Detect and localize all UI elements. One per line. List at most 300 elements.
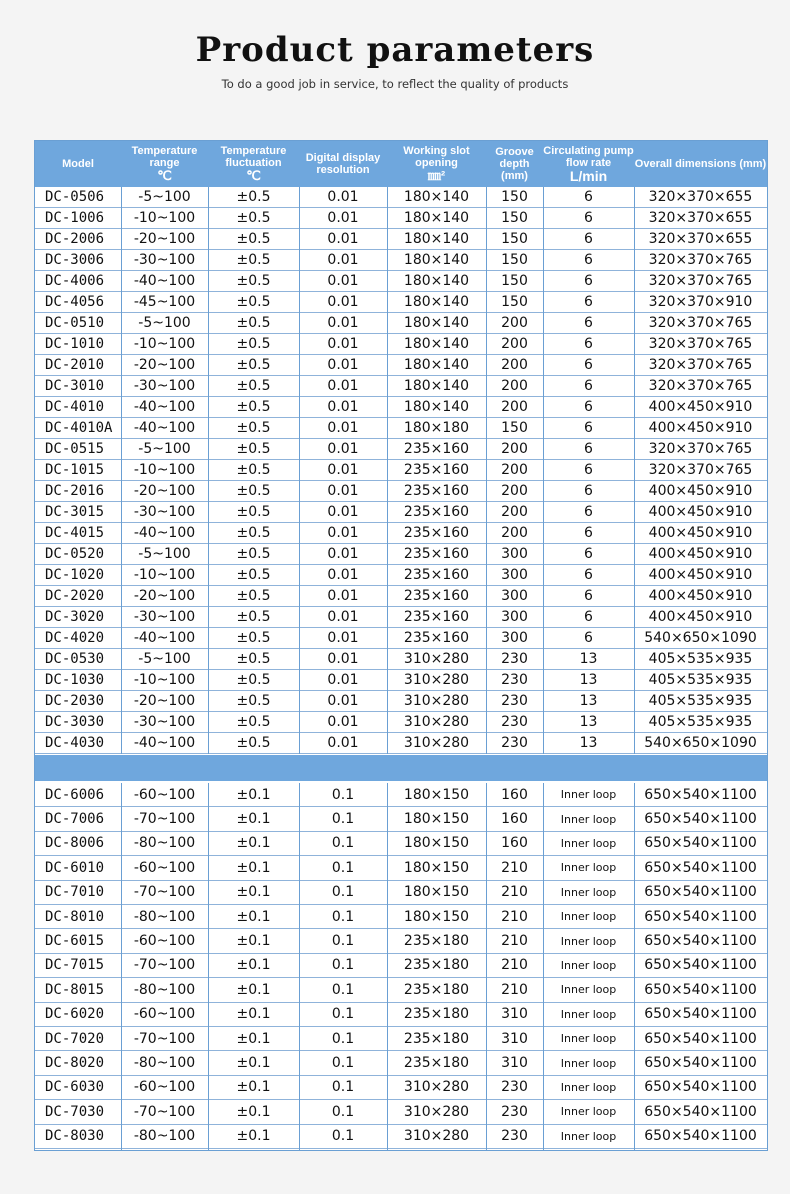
header-temp-range bbox=[121, 141, 208, 187]
cell-temp-fluctuation: ±0.1 bbox=[236, 859, 271, 876]
header-label: Temperature range bbox=[131, 145, 198, 169]
cell-slot-opening: 310×280 bbox=[403, 651, 470, 667]
cell-overall-dimensions: 650×540×1100 bbox=[644, 1079, 757, 1096]
cell-display-resolution: 0.01 bbox=[327, 336, 359, 352]
cell-display-resolution: 0.1 bbox=[331, 908, 355, 925]
cell-pump-flow: 6 bbox=[584, 525, 593, 541]
cell-temp-range: -30~100 bbox=[133, 378, 196, 394]
cell-pump-flow: 13 bbox=[579, 714, 598, 730]
cell-temp-fluctuation: ±0.5 bbox=[236, 504, 271, 520]
cell-temp-fluctuation: ±0.1 bbox=[236, 786, 271, 803]
cell-temp-fluctuation: ±0.5 bbox=[236, 210, 271, 226]
cell-slot-opening: 235×160 bbox=[403, 462, 470, 478]
cell-model: DC-0506 bbox=[45, 189, 105, 205]
cell-temp-range: -60~100 bbox=[133, 859, 196, 876]
cell-overall-dimensions: 650×540×1100 bbox=[644, 981, 757, 998]
cell-display-resolution: 0.01 bbox=[327, 252, 359, 268]
cell-temp-fluctuation: ±0.5 bbox=[236, 378, 271, 394]
cell-pump-flow: Inner loop bbox=[560, 1056, 617, 1070]
cell-temp-range: -30~100 bbox=[133, 252, 196, 268]
table-row bbox=[35, 929, 767, 953]
column-divider bbox=[299, 783, 300, 1150]
cell-model: DC-3015 bbox=[45, 504, 105, 520]
cell-temp-fluctuation: ±0.5 bbox=[236, 630, 271, 646]
cell-overall-dimensions: 320×370×765 bbox=[648, 462, 753, 478]
cell-model: DC-8020 bbox=[45, 1055, 105, 1072]
cell-overall-dimensions: 320×370×765 bbox=[648, 441, 753, 457]
cell-overall-dimensions: 400×450×910 bbox=[648, 525, 753, 541]
cell-slot-opening: 310×280 bbox=[403, 693, 470, 709]
cell-model: DC-3030 bbox=[45, 714, 105, 730]
cell-overall-dimensions: 320×370×655 bbox=[648, 189, 753, 205]
cell-temp-fluctuation: ±0.1 bbox=[236, 1055, 271, 1072]
header-label: Groove depth (mm) bbox=[495, 146, 534, 182]
cell-overall-dimensions: 650×540×1100 bbox=[644, 811, 757, 828]
header-model bbox=[35, 141, 121, 187]
table-row bbox=[35, 271, 767, 292]
cell-slot-opening: 180×150 bbox=[403, 908, 470, 925]
cell-temp-fluctuation: ±0.5 bbox=[236, 588, 271, 604]
cell-overall-dimensions: 650×540×1100 bbox=[644, 835, 757, 852]
table-row bbox=[35, 670, 767, 691]
cell-temp-range: -70~100 bbox=[133, 1103, 196, 1120]
table-row bbox=[35, 1027, 767, 1051]
cell-display-resolution: 0.01 bbox=[327, 546, 359, 562]
table-row bbox=[35, 565, 767, 586]
cell-model: DC-8006 bbox=[45, 835, 105, 852]
cell-groove-depth: 210 bbox=[501, 957, 528, 974]
cell-pump-flow: 6 bbox=[584, 567, 593, 583]
cell-temp-fluctuation: ±0.5 bbox=[236, 273, 271, 289]
cell-pump-flow: 6 bbox=[584, 441, 593, 457]
cell-pump-flow: 13 bbox=[579, 693, 598, 709]
cell-groove-depth: 300 bbox=[501, 546, 528, 562]
cell-model: DC-7030 bbox=[45, 1103, 105, 1120]
cell-temp-fluctuation: ±0.5 bbox=[236, 525, 271, 541]
cell-overall-dimensions: 650×540×1100 bbox=[644, 933, 757, 950]
table-row bbox=[35, 1003, 767, 1027]
cell-model: DC-8010 bbox=[45, 908, 105, 925]
table-row bbox=[35, 376, 767, 397]
cell-model: DC-1020 bbox=[45, 567, 105, 583]
cell-groove-depth: 200 bbox=[501, 336, 528, 352]
table-row bbox=[35, 313, 767, 334]
cell-display-resolution: 0.1 bbox=[331, 1055, 355, 1072]
table-row bbox=[35, 334, 767, 355]
cell-pump-flow: Inner loop bbox=[560, 788, 617, 802]
cell-groove-depth: 200 bbox=[501, 483, 528, 499]
cell-overall-dimensions: 320×370×765 bbox=[648, 252, 753, 268]
cell-temp-range: -40~100 bbox=[133, 525, 196, 541]
cell-temp-range: -60~100 bbox=[133, 786, 196, 803]
cell-slot-opening: 310×280 bbox=[403, 1079, 470, 1096]
cell-slot-opening: 235×160 bbox=[403, 588, 470, 604]
cell-temp-range: -60~100 bbox=[133, 1079, 196, 1096]
cell-pump-flow: Inner loop bbox=[560, 861, 617, 875]
header-label: Model bbox=[62, 158, 94, 170]
header-unit: L/min bbox=[569, 168, 608, 184]
header-display-resolution bbox=[299, 141, 387, 187]
table-row bbox=[35, 1076, 767, 1100]
cell-model: DC-7006 bbox=[45, 811, 105, 828]
cell-overall-dimensions: 650×540×1100 bbox=[644, 859, 757, 876]
cell-pump-flow: Inner loop bbox=[560, 1080, 617, 1094]
cell-overall-dimensions: 320×370×765 bbox=[648, 336, 753, 352]
cell-model: DC-3006 bbox=[45, 252, 105, 268]
cell-model: DC-8030 bbox=[45, 1128, 105, 1145]
cell-slot-opening: 310×280 bbox=[403, 672, 470, 688]
cell-overall-dimensions: 400×450×910 bbox=[648, 546, 753, 562]
cell-slot-opening: 180×140 bbox=[403, 336, 470, 352]
cell-temp-range: -20~100 bbox=[133, 588, 196, 604]
cell-slot-opening: 235×160 bbox=[403, 546, 470, 562]
cell-pump-flow: 6 bbox=[584, 483, 593, 499]
cell-slot-opening: 180×150 bbox=[403, 835, 470, 852]
table-header bbox=[35, 141, 767, 187]
cell-groove-depth: 150 bbox=[501, 252, 528, 268]
cell-slot-opening: 180×140 bbox=[403, 189, 470, 205]
cell-temp-fluctuation: ±0.1 bbox=[236, 1006, 271, 1023]
cell-temp-range: -10~100 bbox=[133, 567, 196, 583]
cell-temp-range: -10~100 bbox=[133, 336, 196, 352]
header-label: Circulating pump flow rate bbox=[543, 145, 634, 169]
cell-temp-range: -30~100 bbox=[133, 504, 196, 520]
cell-overall-dimensions: 400×450×910 bbox=[648, 567, 753, 583]
header-groove-depth bbox=[486, 141, 543, 187]
cell-pump-flow: 6 bbox=[584, 399, 593, 415]
cell-temp-fluctuation: ±0.1 bbox=[236, 1079, 271, 1096]
cell-display-resolution: 0.1 bbox=[331, 1128, 355, 1145]
cell-temp-fluctuation: ±0.5 bbox=[236, 462, 271, 478]
table-row bbox=[35, 881, 767, 905]
table-row bbox=[35, 544, 767, 565]
column-divider bbox=[486, 187, 487, 754]
cell-slot-opening: 180×140 bbox=[403, 252, 470, 268]
cell-pump-flow: 6 bbox=[584, 630, 593, 646]
cell-slot-opening: 180×150 bbox=[403, 786, 470, 803]
cell-pump-flow: 13 bbox=[579, 651, 598, 667]
cell-groove-depth: 210 bbox=[501, 859, 528, 876]
cell-model: DC-2016 bbox=[45, 483, 105, 499]
cell-temp-fluctuation: ±0.5 bbox=[236, 420, 271, 436]
cell-groove-depth: 300 bbox=[501, 588, 528, 604]
cell-pump-flow: 6 bbox=[584, 588, 593, 604]
cell-slot-opening: 235×180 bbox=[403, 1006, 470, 1023]
column-divider bbox=[543, 783, 544, 1150]
table-row bbox=[35, 649, 767, 670]
cell-groove-depth: 160 bbox=[501, 835, 528, 852]
table-row bbox=[35, 418, 767, 439]
cell-temp-range: -5~100 bbox=[138, 546, 191, 562]
cell-slot-opening: 235×160 bbox=[403, 630, 470, 646]
cell-slot-opening: 180×180 bbox=[403, 420, 470, 436]
cell-model: DC-4020 bbox=[45, 630, 105, 646]
cell-temp-range: -45~100 bbox=[133, 294, 196, 310]
cell-display-resolution: 0.01 bbox=[327, 399, 359, 415]
cell-model: DC-1030 bbox=[45, 672, 105, 688]
cell-temp-range: -20~100 bbox=[133, 483, 196, 499]
cell-groove-depth: 200 bbox=[501, 504, 528, 520]
cell-temp-range: -30~100 bbox=[133, 609, 196, 625]
cell-slot-opening: 235×180 bbox=[403, 933, 470, 950]
cell-overall-dimensions: 320×370×765 bbox=[648, 315, 753, 331]
cell-display-resolution: 0.1 bbox=[331, 884, 355, 901]
cell-model: DC-2030 bbox=[45, 693, 105, 709]
cell-temp-range: -70~100 bbox=[133, 1030, 196, 1047]
cell-pump-flow: 6 bbox=[584, 294, 593, 310]
table-row bbox=[35, 783, 767, 807]
column-divider bbox=[543, 187, 544, 754]
column-divider bbox=[208, 783, 209, 1150]
cell-groove-depth: 230 bbox=[501, 735, 528, 751]
cell-display-resolution: 0.01 bbox=[327, 420, 359, 436]
cell-groove-depth: 310 bbox=[501, 1055, 528, 1072]
cell-overall-dimensions: 650×540×1100 bbox=[644, 908, 757, 925]
cell-model: DC-4010 bbox=[45, 399, 105, 415]
cell-groove-depth: 300 bbox=[501, 630, 528, 646]
cell-temp-range: -80~100 bbox=[133, 835, 196, 852]
table-row bbox=[35, 460, 767, 481]
cell-model: DC-0510 bbox=[45, 315, 105, 331]
table-row bbox=[35, 397, 767, 418]
cell-pump-flow: Inner loop bbox=[560, 1032, 617, 1046]
cell-temp-range: -10~100 bbox=[133, 210, 196, 226]
cell-groove-depth: 200 bbox=[501, 357, 528, 373]
cell-overall-dimensions: 650×540×1100 bbox=[644, 1055, 757, 1072]
cell-model: DC-6006 bbox=[45, 786, 105, 803]
cell-temp-fluctuation: ±0.5 bbox=[236, 546, 271, 562]
cell-slot-opening: 310×280 bbox=[403, 1103, 470, 1120]
cell-temp-fluctuation: ±0.5 bbox=[236, 336, 271, 352]
cell-groove-depth: 210 bbox=[501, 933, 528, 950]
cell-temp-range: -40~100 bbox=[133, 399, 196, 415]
cell-temp-fluctuation: ±0.1 bbox=[236, 933, 271, 950]
table-row bbox=[35, 954, 767, 978]
cell-groove-depth: 230 bbox=[501, 672, 528, 688]
cell-display-resolution: 0.01 bbox=[327, 630, 359, 646]
cell-overall-dimensions: 400×450×910 bbox=[648, 609, 753, 625]
cell-model: DC-7020 bbox=[45, 1030, 105, 1047]
cell-slot-opening: 180×140 bbox=[403, 357, 470, 373]
cell-display-resolution: 0.01 bbox=[327, 588, 359, 604]
cell-display-resolution: 0.1 bbox=[331, 1103, 355, 1120]
cell-temp-range: -40~100 bbox=[133, 735, 196, 751]
cell-overall-dimensions: 405×535×935 bbox=[648, 714, 753, 730]
cell-pump-flow: 13 bbox=[579, 735, 598, 751]
cell-temp-fluctuation: ±0.5 bbox=[236, 189, 271, 205]
cell-pump-flow: Inner loop bbox=[560, 934, 617, 948]
cell-overall-dimensions: 405×535×935 bbox=[648, 693, 753, 709]
cell-temp-range: -80~100 bbox=[133, 981, 196, 998]
table-row bbox=[35, 229, 767, 250]
cell-slot-opening: 180×150 bbox=[403, 811, 470, 828]
cell-temp-range: -60~100 bbox=[133, 933, 196, 950]
cell-pump-flow: 6 bbox=[584, 210, 593, 226]
cell-display-resolution: 0.1 bbox=[331, 981, 355, 998]
cell-display-resolution: 0.1 bbox=[331, 957, 355, 974]
table-row bbox=[35, 502, 767, 523]
cell-groove-depth: 310 bbox=[501, 1030, 528, 1047]
cell-groove-depth: 230 bbox=[501, 1103, 528, 1120]
cell-temp-fluctuation: ±0.5 bbox=[236, 735, 271, 751]
cell-groove-depth: 160 bbox=[501, 811, 528, 828]
cell-display-resolution: 0.01 bbox=[327, 210, 359, 226]
cell-pump-flow: Inner loop bbox=[560, 885, 617, 899]
cell-slot-opening: 180×140 bbox=[403, 378, 470, 394]
cell-display-resolution: 0.01 bbox=[327, 483, 359, 499]
cell-groove-depth: 200 bbox=[501, 378, 528, 394]
cell-temp-range: -70~100 bbox=[133, 811, 196, 828]
cell-model: DC-7015 bbox=[45, 957, 105, 974]
cell-temp-range: -80~100 bbox=[133, 1128, 196, 1145]
cell-groove-depth: 160 bbox=[501, 786, 528, 803]
header-overall-dimensions bbox=[634, 141, 767, 187]
cell-model: DC-4030 bbox=[45, 735, 105, 751]
table-row bbox=[35, 523, 767, 544]
cell-groove-depth: 200 bbox=[501, 525, 528, 541]
cell-display-resolution: 0.01 bbox=[327, 735, 359, 751]
cell-temp-range: -5~100 bbox=[138, 315, 191, 331]
cell-groove-depth: 150 bbox=[501, 294, 528, 310]
table-row bbox=[35, 807, 767, 831]
cell-groove-depth: 150 bbox=[501, 273, 528, 289]
cell-temp-fluctuation: ±0.1 bbox=[236, 1103, 271, 1120]
cell-groove-depth: 230 bbox=[501, 1079, 528, 1096]
cell-overall-dimensions: 400×450×910 bbox=[648, 483, 753, 499]
cell-groove-depth: 200 bbox=[501, 315, 528, 331]
table-row bbox=[35, 1125, 767, 1149]
cell-groove-depth: 310 bbox=[501, 1006, 528, 1023]
cell-overall-dimensions: 650×540×1100 bbox=[644, 1030, 757, 1047]
cell-overall-dimensions: 320×370×765 bbox=[648, 357, 753, 373]
cell-model: DC-2006 bbox=[45, 231, 105, 247]
cell-temp-fluctuation: ±0.5 bbox=[236, 357, 271, 373]
cell-slot-opening: 310×280 bbox=[403, 1128, 470, 1145]
group-separator bbox=[35, 755, 767, 781]
cell-groove-depth: 230 bbox=[501, 714, 528, 730]
cell-display-resolution: 0.01 bbox=[327, 567, 359, 583]
cell-overall-dimensions: 320×370×765 bbox=[648, 273, 753, 289]
cell-temp-range: -70~100 bbox=[133, 884, 196, 901]
cell-pump-flow: 6 bbox=[584, 273, 593, 289]
table-row bbox=[35, 439, 767, 460]
cell-groove-depth: 200 bbox=[501, 462, 528, 478]
cell-overall-dimensions: 540×650×1090 bbox=[644, 630, 757, 646]
column-divider bbox=[634, 783, 635, 1150]
table-row bbox=[35, 832, 767, 856]
cell-overall-dimensions: 650×540×1100 bbox=[644, 786, 757, 803]
cell-slot-opening: 235×180 bbox=[403, 981, 470, 998]
column-divider bbox=[121, 783, 122, 1150]
cell-groove-depth: 150 bbox=[501, 231, 528, 247]
cell-temp-fluctuation: ±0.5 bbox=[236, 672, 271, 688]
header-label: Temperature fluctuation bbox=[220, 145, 287, 169]
cell-overall-dimensions: 320×370×655 bbox=[648, 210, 753, 226]
cell-pump-flow: Inner loop bbox=[560, 812, 617, 826]
cell-temp-range: -40~100 bbox=[133, 420, 196, 436]
cell-groove-depth: 150 bbox=[501, 420, 528, 436]
cell-pump-flow: Inner loop bbox=[560, 1007, 617, 1021]
cell-temp-range: -30~100 bbox=[133, 714, 196, 730]
cell-temp-fluctuation: ±0.1 bbox=[236, 1128, 271, 1145]
cell-display-resolution: 0.01 bbox=[327, 378, 359, 394]
cell-pump-flow: Inner loop bbox=[560, 1105, 617, 1119]
cell-model: DC-6030 bbox=[45, 1079, 105, 1096]
cell-overall-dimensions: 400×450×910 bbox=[648, 504, 753, 520]
cell-model: DC-4056 bbox=[45, 294, 105, 310]
cell-groove-depth: 150 bbox=[501, 210, 528, 226]
cell-overall-dimensions: 650×540×1100 bbox=[644, 1128, 757, 1145]
column-divider bbox=[634, 187, 635, 754]
cell-overall-dimensions: 400×450×910 bbox=[648, 399, 753, 415]
cell-pump-flow: 6 bbox=[584, 336, 593, 352]
cell-temp-range: -60~100 bbox=[133, 1006, 196, 1023]
cell-display-resolution: 0.01 bbox=[327, 525, 359, 541]
column-divider bbox=[486, 783, 487, 1150]
table-row bbox=[35, 856, 767, 880]
cell-slot-opening: 235×180 bbox=[403, 957, 470, 974]
cell-model: DC-1015 bbox=[45, 462, 105, 478]
cell-display-resolution: 0.1 bbox=[331, 933, 355, 950]
cell-temp-fluctuation: ±0.5 bbox=[236, 399, 271, 415]
cell-pump-flow: Inner loop bbox=[560, 958, 617, 972]
cell-temp-range: -40~100 bbox=[133, 273, 196, 289]
cell-temp-range: -20~100 bbox=[133, 357, 196, 373]
cell-slot-opening: 180×140 bbox=[403, 210, 470, 226]
cell-model: DC-8015 bbox=[45, 981, 105, 998]
cell-pump-flow: 6 bbox=[584, 189, 593, 205]
cell-overall-dimensions: 650×540×1100 bbox=[644, 884, 757, 901]
cell-groove-depth: 230 bbox=[501, 693, 528, 709]
cell-model: DC-0520 bbox=[45, 546, 105, 562]
cell-temp-range: -5~100 bbox=[138, 441, 191, 457]
cell-temp-fluctuation: ±0.1 bbox=[236, 908, 271, 925]
cell-groove-depth: 230 bbox=[501, 1128, 528, 1145]
cell-pump-flow: Inner loop bbox=[560, 983, 617, 997]
cell-groove-depth: 210 bbox=[501, 884, 528, 901]
cell-slot-opening: 310×280 bbox=[403, 735, 470, 751]
column-divider bbox=[299, 187, 300, 754]
table-row bbox=[35, 978, 767, 1002]
cell-display-resolution: 0.01 bbox=[327, 504, 359, 520]
cell-groove-depth: 230 bbox=[501, 651, 528, 667]
cell-slot-opening: 235×160 bbox=[403, 525, 470, 541]
cell-temp-fluctuation: ±0.5 bbox=[236, 441, 271, 457]
cell-display-resolution: 0.01 bbox=[327, 462, 359, 478]
cell-temp-range: -20~100 bbox=[133, 231, 196, 247]
cell-display-resolution: 0.01 bbox=[327, 693, 359, 709]
cell-slot-opening: 310×280 bbox=[403, 714, 470, 730]
table-row bbox=[35, 1051, 767, 1075]
cell-overall-dimensions: 400×450×910 bbox=[648, 420, 753, 436]
table-row bbox=[35, 586, 767, 607]
table-row bbox=[35, 607, 767, 628]
cell-temp-fluctuation: ±0.5 bbox=[236, 294, 271, 310]
cell-slot-opening: 235×160 bbox=[403, 441, 470, 457]
cell-groove-depth: 150 bbox=[501, 189, 528, 205]
cell-model: DC-3010 bbox=[45, 378, 105, 394]
table-row bbox=[35, 481, 767, 502]
cell-model: DC-6020 bbox=[45, 1006, 105, 1023]
cell-overall-dimensions: 320×370×910 bbox=[648, 294, 753, 310]
cell-display-resolution: 0.01 bbox=[327, 189, 359, 205]
cell-display-resolution: 0.01 bbox=[327, 315, 359, 331]
cell-overall-dimensions: 650×540×1100 bbox=[644, 957, 757, 974]
cell-temp-range: -40~100 bbox=[133, 630, 196, 646]
table-row bbox=[35, 733, 767, 754]
cell-display-resolution: 0.1 bbox=[331, 859, 355, 876]
cell-temp-fluctuation: ±0.5 bbox=[236, 714, 271, 730]
